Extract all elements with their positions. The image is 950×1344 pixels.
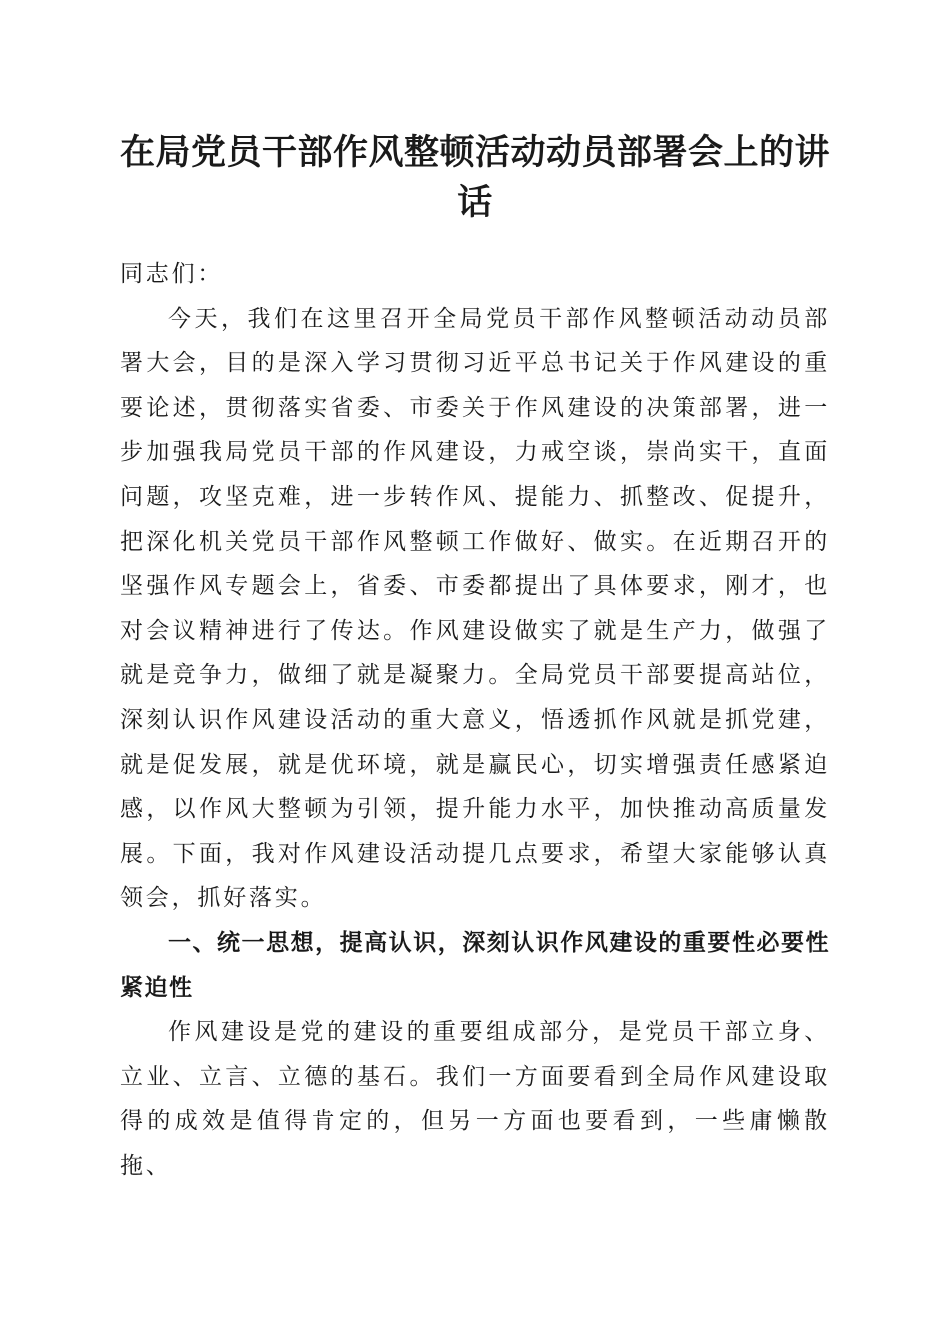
document-title: 在局党员干部作风整顿活动动员部署会上的讲话 bbox=[119, 132, 830, 223]
salutation: 同志们： bbox=[120, 261, 224, 287]
section-heading-1: 一、统一思想，提高认识，深刻认识作风建设的重要性必要性紧迫性 bbox=[120, 929, 830, 1001]
intro-paragraph: 今天，我们在这里召开全局党员干部作风整顿活动动员部署大会，目的是深入学习贯彻习近平总书记关于作风建设的重要论述，贯彻落实省委、市委关于作风建设的决策部署，进一步加强我局党员干部的作风建设，力戒空谈，崇尚实干，直面问题，攻坚克难，进一步转作风、提能力、抓整改、促提升，把深化机关党员干部作风整顿工作做好、做实。在近期召开的坚强作风专题会上，省委、市委都提出了具体要求，刚才，也对会议精神进行了传达。作风建设做实了就是生产力，做强了就是竞争力，做细了就是凝聚力。全局党员干部要提高站位，深刻认识作风建设活动的重大意义，悟透抓作风就是抓党建，就是促发展，就是优环境，就是赢民心，切实增强责任感紧迫感，以作风大整顿为引领，提升能力水平，加快推动高质量发展。下面，我对作风建设活动提几点要求，希望大家能够认真领会，抓好落实。 bbox=[120, 305, 830, 912]
section-1-paragraph: 作风建设是党的建设的重要组成部分，是党员干部立身、立业、立言、立德的基石。我们一方面要看到全局作风建设取得的成效是值得肯定的，但另一方面也要看到，一些庸懒散拖、 bbox=[120, 1019, 830, 1179]
document-body bbox=[120, 252, 830, 1188]
